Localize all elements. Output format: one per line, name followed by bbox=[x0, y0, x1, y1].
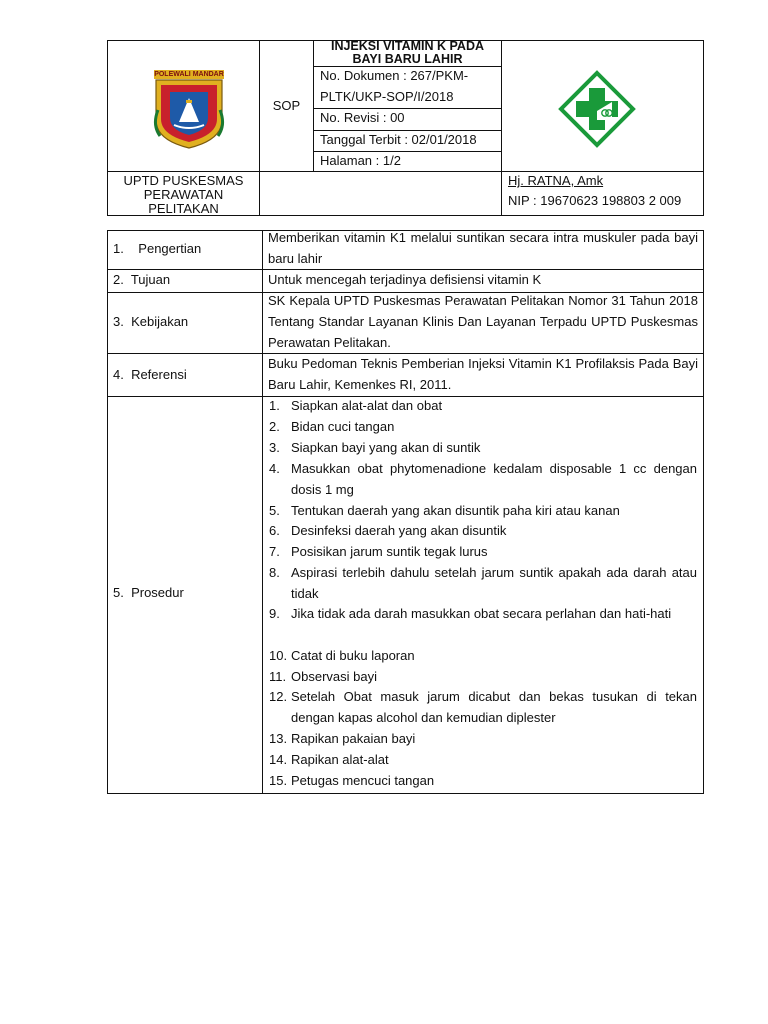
step-number: 5. bbox=[269, 503, 280, 518]
step-text: Desinfeksi daerah yang akan disuntik bbox=[291, 523, 507, 538]
pengertian-label: 1. Pengertian bbox=[113, 241, 202, 256]
organization-line1: UPTD PUSKESMAS bbox=[123, 173, 244, 188]
tujuan-text: Untuk mencegah terjadinya defisiensi vitamin K bbox=[268, 272, 542, 287]
step-number: 12. bbox=[269, 689, 288, 704]
step-number: 11. bbox=[269, 669, 287, 684]
step-text: Setelah Obat masuk jarum dicabut dan bekas tusukan di tekan dengan kapas alcohol dan kemudian diplester bbox=[291, 689, 697, 725]
signer-nip: NIP : 19670623 198803 2 009 bbox=[508, 193, 682, 208]
step-text: Siapkan bayi yang akan di suntik bbox=[291, 440, 481, 455]
step-number: 10. bbox=[269, 648, 288, 663]
prosedur-step bbox=[269, 603, 697, 624]
doc-number-line2: PLTK/UKP-SOP/I/2018 bbox=[320, 89, 454, 104]
prosedur-label: 5. Prosedur bbox=[113, 585, 184, 600]
step-text: Posisikan jarum suntik tegak lurus bbox=[291, 544, 488, 559]
step-text: Rapikan pakaian bayi bbox=[291, 731, 416, 746]
doc-title-line1: INJEKSI VITAMIN K PADA bbox=[330, 39, 485, 53]
puskesmas-logo bbox=[558, 70, 636, 148]
step-text: Petugas mencuci tangan bbox=[291, 773, 435, 788]
step-number: 8. bbox=[269, 565, 280, 580]
pengertian-text: Memberikan vitamin K1 melalui suntikan secara intra muskuler pada bayi baru lahir bbox=[268, 230, 698, 266]
step-number: 13. bbox=[269, 731, 288, 746]
issue-date: Tanggal Terbit : 02/01/2018 bbox=[320, 132, 477, 147]
step-number: 2. bbox=[269, 419, 280, 434]
step-text: Bidan cuci tangan bbox=[291, 419, 395, 434]
step-number: 4. bbox=[269, 461, 280, 476]
step-number: 3. bbox=[269, 440, 280, 455]
step-text: Rapikan alat-alat bbox=[291, 752, 389, 767]
prosedur-step bbox=[269, 749, 697, 770]
organization-line3: PELITAKAN bbox=[148, 201, 219, 216]
tujuan-label: 2. Tujuan bbox=[113, 272, 171, 287]
signer-name: Hj. RATNA, Amk bbox=[508, 173, 604, 188]
prosedur-step bbox=[269, 541, 697, 562]
prosedur-step bbox=[269, 686, 697, 728]
prosedur-step bbox=[269, 416, 697, 437]
step-number: 6. bbox=[269, 523, 280, 538]
kebijakan-label: 3. Kebijakan bbox=[113, 314, 189, 329]
logo-banner-text: POLEWALI MANDAR bbox=[154, 71, 224, 78]
step-text: Siapkan alat-alat dan obat bbox=[291, 398, 443, 413]
prosedur-step bbox=[269, 728, 697, 749]
step-text: Jika tidak ada darah masukkan obat secara perlahan dan hati-hati bbox=[291, 606, 672, 621]
prosedur-step bbox=[269, 395, 697, 416]
prosedur-step bbox=[269, 458, 697, 500]
step-text: Catat di buku laporan bbox=[291, 648, 415, 663]
step-number: 1. bbox=[269, 398, 280, 413]
step-number: 7. bbox=[269, 544, 280, 559]
prosedur-step bbox=[269, 437, 697, 458]
doc-title-line2: BAYI BARU LAHIR bbox=[352, 52, 463, 66]
organization-line2: PERAWATAN bbox=[143, 187, 224, 202]
prosedur-step bbox=[269, 666, 697, 687]
step-number: 15. bbox=[269, 773, 288, 788]
prosedur-step bbox=[269, 770, 697, 791]
step-number: 14. bbox=[269, 752, 288, 767]
step-number: 9. bbox=[269, 606, 280, 621]
step-text: Masukkan obat phytomenadione kedalam disposable 1 cc dengan dosis 1 mg bbox=[291, 461, 697, 497]
doc-number-line1: No. Dokumen : 267/PKM- bbox=[320, 68, 469, 83]
prosedur-step bbox=[269, 562, 697, 604]
kebijakan-text: SK Kepala UPTD Puskesmas Perawatan Pelitakan Nomor 31 Tahun 2018 Tentang Standar Layanan Klinis Dan Layanan Terpadu UPTD Puskesmas Perawatan Pelitakan. bbox=[268, 293, 698, 350]
prosedur-step bbox=[269, 520, 697, 541]
page-number: Halaman : 1/2 bbox=[320, 153, 401, 168]
prosedur-step bbox=[269, 645, 697, 666]
referensi-text: Buku Pedoman Teknis Pemberian Injeksi Vitamin K1 Profilaksis Pada Bayi Baru Lahir, Kemenkes RI, 2011. bbox=[268, 356, 698, 392]
revision-number: No. Revisi : 00 bbox=[320, 110, 405, 125]
referensi-label: 4. Referensi bbox=[113, 367, 187, 382]
step-text: Observasi bayi bbox=[291, 669, 377, 684]
step-text: Aspirasi terlebih dahulu setelah jarum suntik apakah ada darah atau tidak bbox=[291, 565, 697, 601]
prosedur-step bbox=[269, 500, 697, 521]
polewali-mandar-logo bbox=[150, 70, 228, 150]
sop-label: SOP bbox=[272, 98, 301, 113]
step-text: Tentukan daerah yang akan disuntik paha kiri atau kanan bbox=[291, 503, 620, 518]
